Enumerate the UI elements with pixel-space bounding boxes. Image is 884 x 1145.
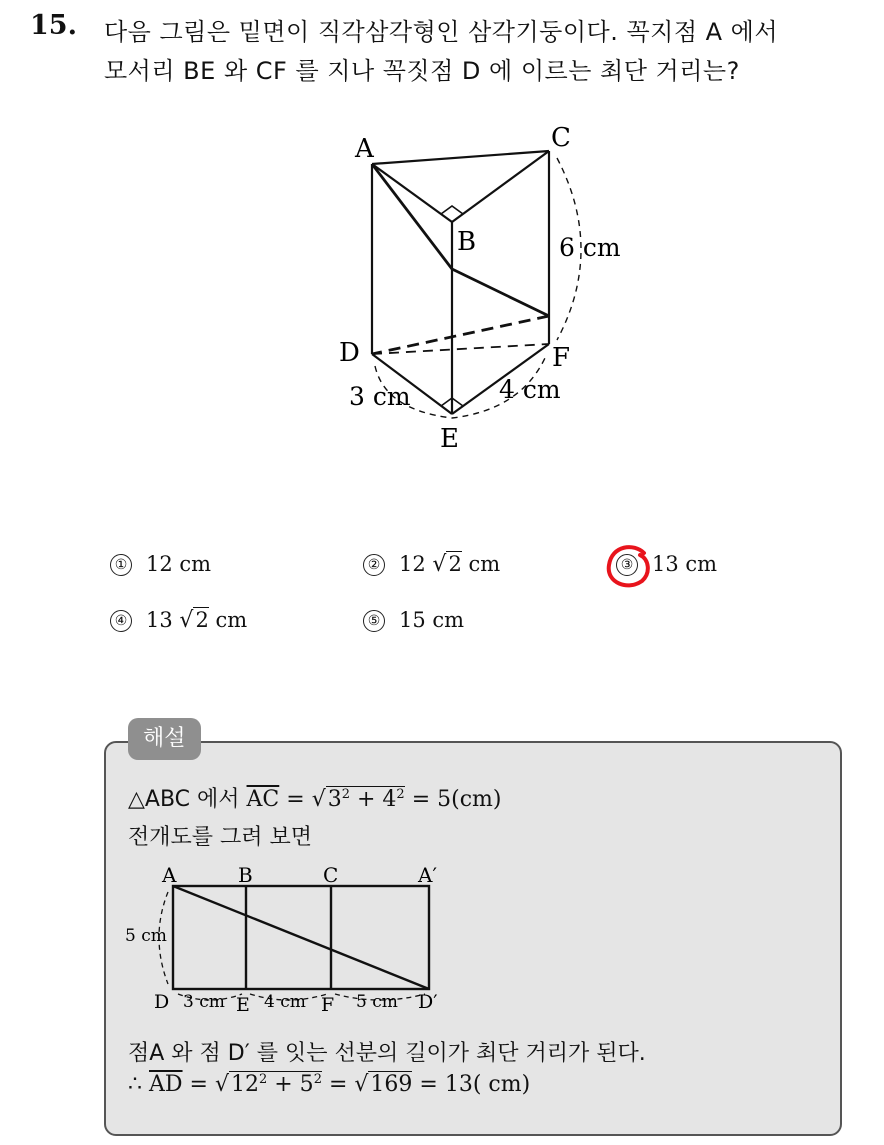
net-label-a: A bbox=[162, 863, 177, 887]
net-label-d-prime: D′ bbox=[418, 991, 438, 1013]
choice-number: ⑤ bbox=[363, 610, 385, 632]
de-length-label: 3 cm bbox=[349, 382, 411, 411]
question-text-line-1: 다음 그림은 밑면이 직각삼각형인 삼각기둥이다. 꼭지점 A 에서 bbox=[104, 18, 779, 46]
choice-4[interactable]: ④ 13 √2 cm bbox=[110, 608, 247, 633]
height-label: 6 cm bbox=[559, 233, 621, 262]
net-label-e: E bbox=[236, 994, 250, 1016]
solution-line-1: △ABC 에서 $\overline{AC} = √3^2 + 4^2 = 5(cm)$ bbox=[128, 787, 502, 812]
vertex-label-b: B bbox=[457, 227, 477, 257]
vertex-label-f: F bbox=[552, 343, 571, 373]
net-ef-label: 4 cm bbox=[264, 992, 306, 1012]
choice-number: ③ bbox=[616, 554, 638, 576]
solution-line-3: 점A 와 점 D′ 를 잇는 선분의 길이가 최단 거리가 된다. bbox=[128, 1041, 646, 1066]
net-height-label: 5 cm bbox=[125, 926, 167, 946]
solution-tag: 해설 bbox=[128, 718, 201, 760]
net-fd-label: 5 cm bbox=[356, 992, 398, 1012]
choice-5[interactable]: ⑤ 15 cm bbox=[363, 608, 464, 632]
net-label-d: D bbox=[154, 991, 170, 1013]
net-label-c: C bbox=[323, 863, 339, 887]
question-text-line-2: 모서리 BE 와 CF 를 지나 꼭짓점 D 에 이르는 최단 거리는? bbox=[104, 57, 740, 85]
net-label-a-prime: A′ bbox=[418, 863, 437, 887]
net-de-label: 3 cm bbox=[183, 992, 225, 1012]
choice-2[interactable]: ② 12 √2 cm bbox=[363, 552, 500, 577]
choice-1[interactable]: ① 12 cm bbox=[110, 552, 211, 576]
choice-3[interactable]: ③ 13 cm bbox=[616, 552, 717, 576]
ef-length-label: 4 cm bbox=[499, 375, 561, 404]
net-label-b: B bbox=[238, 863, 253, 887]
question-number: 15. bbox=[30, 10, 77, 41]
choice-number: ④ bbox=[110, 610, 132, 632]
choice-number: ① bbox=[110, 554, 132, 576]
choice-number: ② bbox=[363, 554, 385, 576]
solution-line-2: 전개도를 그려 보면 bbox=[128, 825, 313, 850]
vertex-label-a: A bbox=[355, 134, 374, 164]
vertex-label-e: E bbox=[440, 424, 459, 454]
vertex-label-d: D bbox=[339, 338, 360, 368]
net-label-f: F bbox=[321, 994, 335, 1016]
solution-line-4: ∴ $\overline{AD} = √12^2 + 5^2 = √169 = 13$( cm) bbox=[128, 1072, 531, 1097]
vertex-label-c: C bbox=[551, 123, 571, 153]
